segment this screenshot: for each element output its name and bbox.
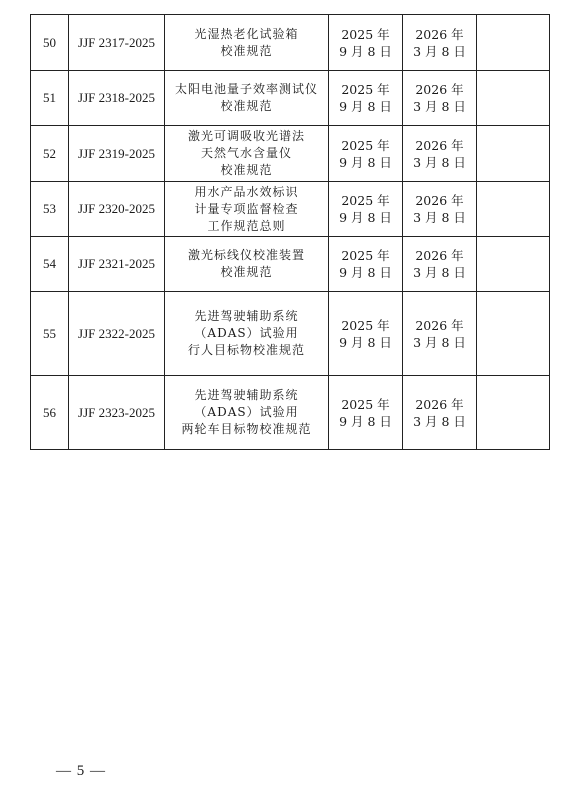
approval-date-cell <box>329 71 403 126</box>
effective-date-line: 2026 年 <box>415 26 464 42</box>
standard-name-cell <box>165 237 329 292</box>
approval-date-line: 2025 年 <box>341 193 390 208</box>
effective-date-cell <box>403 15 477 71</box>
effective-date-line: 2026 年 <box>415 248 464 263</box>
standard-name-line: 先进驾驶辅助系统 <box>194 388 299 402</box>
approval-date-line: 9 月 8 日 <box>339 334 392 350</box>
approval-date-line: 9 月 8 日 <box>339 210 392 225</box>
effective-date-line: 2026 年 <box>415 137 464 153</box>
effective-date-cell <box>403 237 477 292</box>
row-number-cell: 54 <box>31 237 69 292</box>
effective-date-line: 3 月 8 日 <box>413 210 466 225</box>
remarks-cell <box>477 182 550 237</box>
approval-date-line: 2025 年 <box>341 396 390 412</box>
row-number-cell: 52 <box>31 126 69 182</box>
approval-date-line: 2025 年 <box>341 26 390 42</box>
table-row <box>31 71 550 126</box>
regulations-table <box>30 14 550 450</box>
remarks-cell <box>477 15 550 71</box>
row-number-cell: 56 <box>31 376 69 450</box>
effective-date-line: 2026 年 <box>415 193 464 208</box>
standard-name-line: 校准规范 <box>220 43 273 58</box>
table-row <box>31 126 550 182</box>
effective-date-line: 3 月 8 日 <box>413 43 466 59</box>
standard-name-cell <box>165 15 329 71</box>
table-row <box>31 15 550 71</box>
effective-date-line: 3 月 8 日 <box>413 413 466 429</box>
approval-date-line: 9 月 8 日 <box>339 154 392 170</box>
page-number: — 5 — <box>56 763 106 779</box>
remarks-cell <box>477 126 550 182</box>
effective-date-cell <box>403 126 477 182</box>
effective-date-line: 3 月 8 日 <box>413 99 466 114</box>
standard-name-line: 太阳电池量子效率测试仪 <box>174 82 318 96</box>
remarks-cell <box>477 237 550 292</box>
approval-date-line: 9 月 8 日 <box>339 43 392 59</box>
standard-name-cell <box>165 126 329 182</box>
approval-date-cell <box>329 376 403 450</box>
approval-date-line: 9 月 8 日 <box>339 413 392 429</box>
standard-name-line: 用水产品水效标识 <box>194 184 299 199</box>
standard-name-cell <box>165 182 329 237</box>
standard-name-cell <box>165 292 329 376</box>
remarks-cell <box>477 71 550 126</box>
effective-date-line: 3 月 8 日 <box>413 265 466 280</box>
effective-date-cell <box>403 376 477 450</box>
standard-name-line: 校准规范 <box>220 99 273 113</box>
table-row <box>31 376 550 450</box>
standard-code-cell: JJF 2318-2025 <box>69 71 165 126</box>
standard-name-line: 两轮车目标物校准规范 <box>181 422 312 436</box>
row-number-cell: 55 <box>31 292 69 376</box>
standard-code-cell: JJF 2321-2025 <box>69 237 165 292</box>
approval-date-line: 2025 年 <box>341 317 390 333</box>
standard-code-cell: JJF 2319-2025 <box>69 126 165 182</box>
approval-date-cell <box>329 126 403 182</box>
effective-date-line: 2026 年 <box>415 396 464 412</box>
approval-date-line: 9 月 8 日 <box>339 99 392 114</box>
effective-date-cell <box>403 71 477 126</box>
effective-date-line: 3 月 8 日 <box>413 154 466 170</box>
standard-name-line: 先进驾驶辅助系统 <box>194 309 299 323</box>
standard-code-cell: JJF 2323-2025 <box>69 376 165 450</box>
standard-name-line: 行人目标物校准规范 <box>187 343 305 357</box>
standard-name-line: 工作规范总则 <box>207 218 286 233</box>
remarks-cell <box>477 292 550 376</box>
effective-date-line: 3 月 8 日 <box>413 334 466 350</box>
table-body <box>31 15 550 450</box>
remarks-cell <box>477 376 550 450</box>
table-row <box>31 292 550 376</box>
standard-code-cell: JJF 2317-2025 <box>69 15 165 71</box>
approval-date-line: 9 月 8 日 <box>339 265 392 280</box>
standard-name-line: 光湿热老化试验箱 <box>194 26 299 41</box>
approval-date-line: 2025 年 <box>341 82 390 97</box>
approval-date-cell <box>329 292 403 376</box>
standard-code-cell: JJF 2322-2025 <box>69 292 165 376</box>
standard-name-cell <box>165 71 329 126</box>
standard-name-line: 激光可调吸收光谱法 <box>187 129 305 143</box>
effective-date-line: 2026 年 <box>415 82 464 97</box>
row-number-cell: 51 <box>31 71 69 126</box>
table-row <box>31 182 550 237</box>
standard-name-line: （ADAS）试验用 <box>194 405 299 419</box>
standard-name-line: 校准规范 <box>220 265 273 279</box>
approval-date-cell <box>329 15 403 71</box>
approval-date-line: 2025 年 <box>341 137 390 153</box>
standard-name-line: 计量专项监督检查 <box>194 201 299 216</box>
standard-name-line: 校准规范 <box>220 163 273 177</box>
effective-date-line: 2026 年 <box>415 317 464 333</box>
row-number-cell: 53 <box>31 182 69 237</box>
standard-name-line: 天然气水含量仪 <box>200 146 292 160</box>
approval-date-line: 2025 年 <box>341 248 390 263</box>
standard-name-line: （ADAS）试验用 <box>194 326 299 340</box>
standard-name-line: 激光标线仪校准装置 <box>187 248 305 262</box>
approval-date-cell <box>329 182 403 237</box>
effective-date-cell <box>403 292 477 376</box>
standard-name-cell <box>165 376 329 450</box>
approval-date-cell <box>329 237 403 292</box>
standard-code-cell: JJF 2320-2025 <box>69 182 165 237</box>
table-row <box>31 237 550 292</box>
row-number-cell: 50 <box>31 15 69 71</box>
effective-date-cell <box>403 182 477 237</box>
